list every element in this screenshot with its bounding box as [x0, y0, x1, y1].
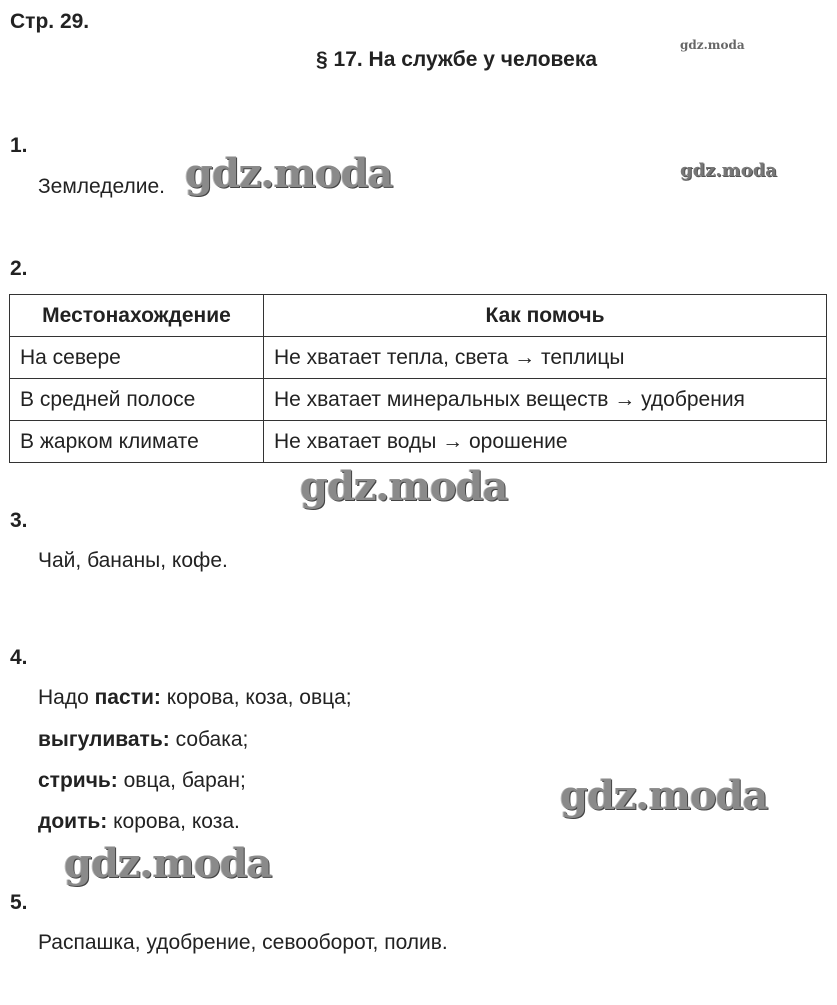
watermark: gdz.moda — [560, 772, 768, 819]
watermark-small: gdz.moda — [680, 38, 745, 52]
question-number: 5. — [10, 891, 28, 914]
table-cell: В жарком климате — [10, 421, 264, 463]
watermark: gdz.moda — [300, 463, 508, 510]
answer-text: Чай, бананы, кофе. — [38, 549, 228, 572]
table-cell: На севере — [10, 337, 264, 379]
watermark-mid: gdz.moda — [680, 160, 777, 181]
page-number: Стр. 29. — [10, 10, 90, 33]
line-rest: овца, баран; — [117, 769, 246, 792]
table-header: Местонахождение — [10, 295, 264, 337]
table-row — [10, 421, 827, 463]
table-cell: Не хватает воды → орошение — [264, 421, 827, 463]
question-number: 4. — [10, 646, 28, 669]
section-title: § 17. На службе у человека — [316, 48, 598, 71]
answer-line — [38, 810, 240, 834]
question-number: 1. — [10, 134, 28, 157]
line-keyword: стричь: — [38, 769, 118, 792]
answer-text: Земледелие. — [38, 175, 166, 198]
line-rest: корова, коза. — [107, 810, 240, 833]
question-number: 2. — [10, 257, 28, 280]
table-cell: Не хватает минеральных веществ → удобрения — [264, 379, 827, 421]
line-rest: корова, коза, овца; — [160, 686, 352, 709]
line-keyword: пасти: — [94, 686, 161, 709]
table-cell: Не хватает тепла, света → теплицы — [264, 337, 827, 379]
answer-line — [38, 728, 248, 752]
line-keyword: выгуливать: — [38, 728, 170, 751]
answer-line — [38, 686, 352, 710]
table-row — [10, 337, 827, 379]
line-keyword: доить: — [38, 810, 108, 833]
line-prefix: Надо — [38, 686, 95, 709]
watermark: gdz.moda — [64, 840, 272, 887]
question-number: 3. — [10, 509, 28, 532]
answer-table — [9, 294, 827, 463]
answer-text: Распашка, удобрение, севооборот, полив. — [38, 931, 448, 954]
table-row — [10, 379, 827, 421]
watermark: gdz.moda — [185, 150, 393, 197]
table-header-row — [10, 295, 827, 337]
table-header: Как помочь — [264, 295, 827, 337]
line-rest: собака; — [169, 728, 249, 751]
table-cell: В средней полосе — [10, 379, 264, 421]
answer-line — [38, 769, 246, 793]
